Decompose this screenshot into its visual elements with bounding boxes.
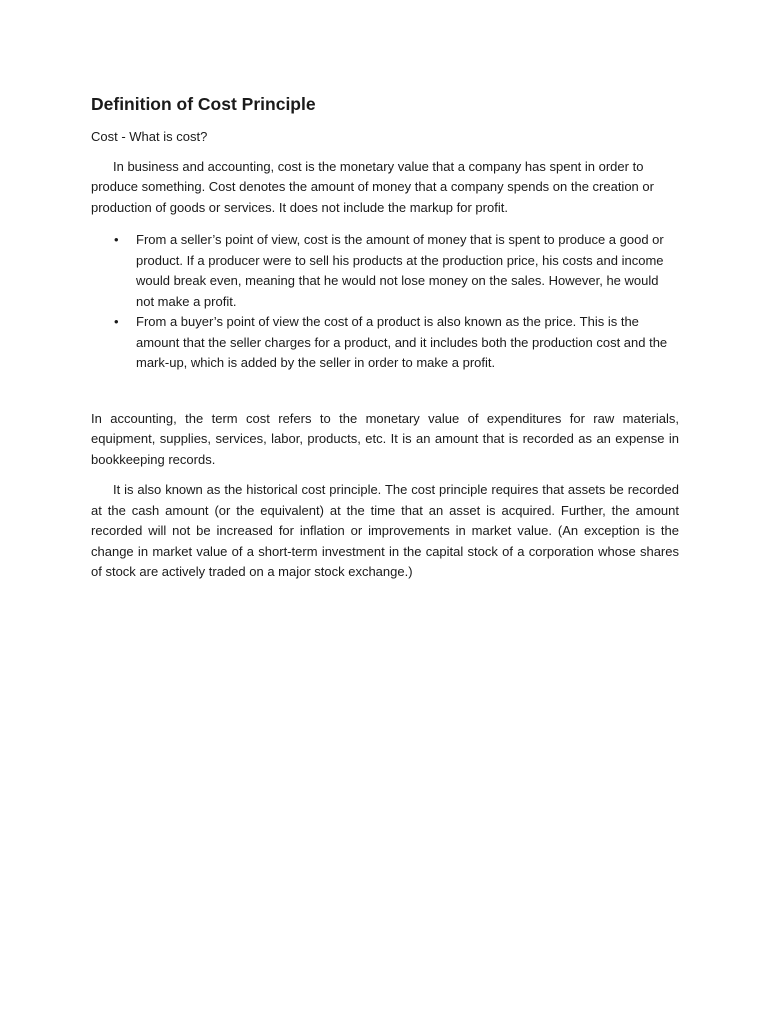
intro-paragraph: In business and accounting, cost is the monetary value that a company has spent in order to produce something. Cost denotes the amount of money that a company spends on the creation or production of goods or services. It does not include the markup for profit. bbox=[91, 158, 654, 215]
spacer bbox=[91, 374, 679, 409]
bullet-list bbox=[91, 230, 679, 374]
bullet-text: From a buyer’s point of view the cost of a product is also known as the price. This is the amount that the seller charges for a product, and it includes both the production cost and the mark-up, which is added by the seller in order to make a profit. bbox=[136, 314, 668, 370]
historical-cost-paragraph: It is also known as the historical cost principle. The cost principle requires that assets be recorded at the cash amount (or the equivalent) at the time that an asset is acquired. Further, the amount recorded will not be increased for inflation or improvements in market value. (An exception is the change in market value of a short-term investment in the capital stock of a corporation whose shares of stock are actively traded on a major stock exchange.) bbox=[91, 482, 679, 579]
document-title: Definition of Cost Principle bbox=[91, 94, 316, 114]
document-page bbox=[91, 92, 679, 583]
bullet-text: From a seller’s point of view, cost is the amount of money that is spent to produce a good or product. If a producer were to sell his products at the production price, his costs and income would break even, meaning that he would not lose money on the sales. However, he would not make a profit. bbox=[136, 232, 664, 309]
subheading: Cost - What is cost? bbox=[91, 129, 208, 144]
bullet-icon: • bbox=[114, 314, 119, 329]
accounting-paragraph: In accounting, the term cost refers to the monetary value of expenditures for raw materials, equipment, supplies, services, labor, products, etc. It is an amount that is recorded as an expense in bookkeeping records. bbox=[91, 410, 679, 467]
list-item bbox=[91, 230, 679, 312]
list-item bbox=[91, 312, 679, 374]
bullet-icon: • bbox=[114, 232, 119, 247]
